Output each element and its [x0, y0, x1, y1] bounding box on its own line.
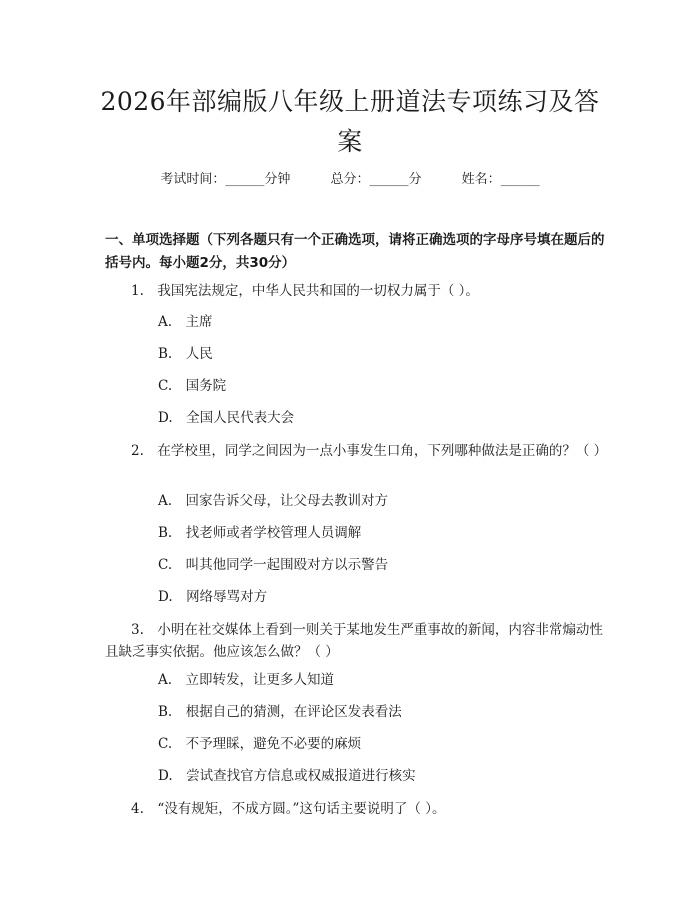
question-2-option-d: D. 网络辱骂对方: [158, 589, 268, 605]
total-score-field: 总分：______分: [330, 172, 422, 187]
section-heading: 一、单项选择题（下列各题只有一个正确选项，请将正确选项的字母序号填在题后的括号内。每小题2分，共30分）: [105, 232, 605, 271]
question-3-option-d: D. 尝试查找官方信息或权威报道进行核实: [158, 768, 416, 784]
document-title: 2026年部编版八年级上册道法专项练习及答案: [100, 87, 600, 156]
question-3-option-a: A. 立即转发，让更多人知道: [158, 672, 335, 688]
question-1-option-d: D. 全国人民代表大会: [158, 410, 295, 426]
question-4: 4. “没有规矩，不成方圆。”这句话主要说明了（ ）。: [131, 801, 446, 817]
question-1: 1. 我国宪法规定，中华人民共和国的一切权力属于（ ）。: [131, 283, 479, 299]
exam-time-field: 考试时间：______分钟: [160, 172, 291, 187]
question-3-option-c: C. 不予理睬，避免不必要的麻烦: [158, 736, 362, 752]
question-2-option-a: A. 回家告诉父母，让父母去教训对方: [158, 493, 389, 509]
exam-info-line: [0, 168, 700, 187]
question-2: 2. 在学校里，同学之间因为一点小事发生口角，下列哪种做法是正确的？（ ）: [131, 443, 608, 459]
question-1-option-b: B. 人民: [158, 346, 213, 362]
question-3-option-b: B. 根据自己的猜测，在评论区发表看法: [158, 704, 402, 720]
name-field: 姓名：______: [461, 172, 540, 187]
question-3: 3. 小明在社交媒体上看到一则关于某地发生严重事故的新闻，内容非常煽动性且缺乏事实依据。他应该怎么做？（ ）: [105, 622, 603, 660]
question-1-option-c: C. 国务院: [158, 378, 227, 394]
question-2-option-b: B. 找老师或者学校管理人员调解: [158, 525, 362, 541]
question-2-option-c: C. 叫其他同学一起围殴对方以示警告: [158, 557, 389, 573]
question-1-option-a: A. 主席: [158, 314, 213, 330]
